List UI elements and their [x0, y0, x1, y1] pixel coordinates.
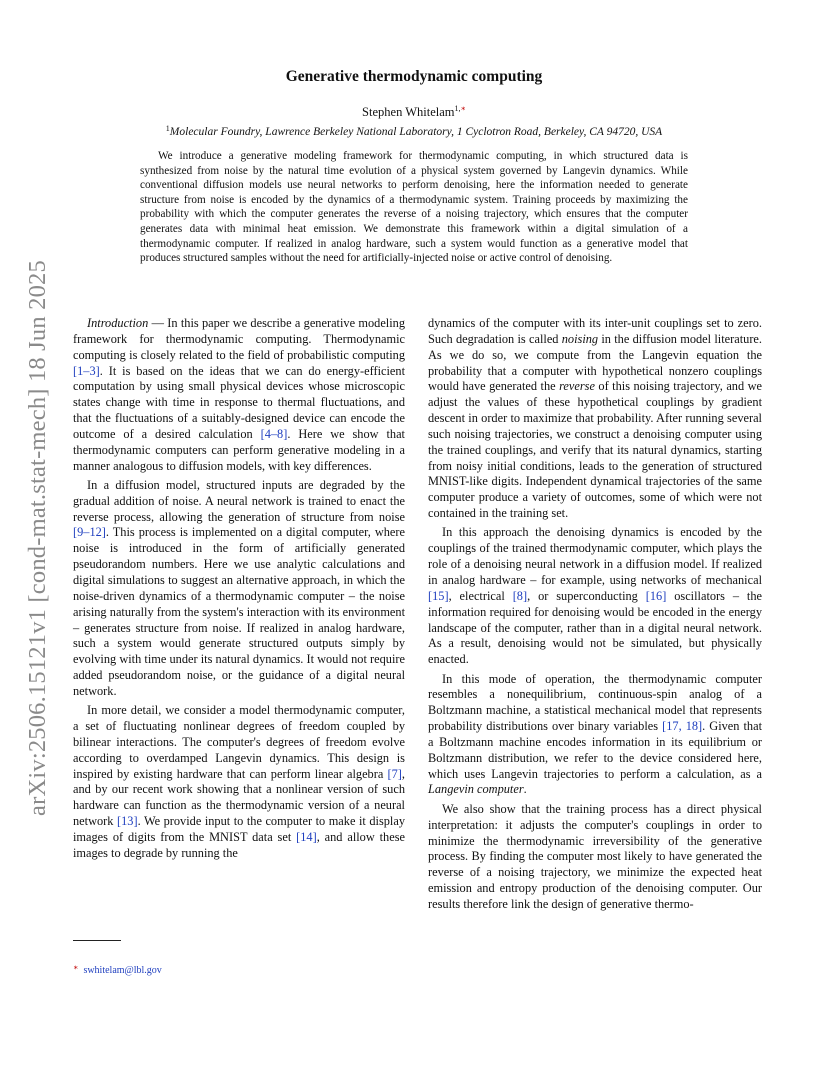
body-text: In a diffusion model, structured inputs are degraded by the gradual addition of noise. A neural network is trained to enact the reverse process, allowing the generation of structure from noise [73, 477, 405, 524]
affiliation-marker: 1 [165, 124, 170, 133]
citation-link[interactable]: [17, 18] [662, 719, 703, 734]
abstract: We introduce a generative modeling framework for thermodynamic computing, in which structured data is synthesized from noise by the natural time evolution of a physical system governed by Langevin dynamics. While conventional diffusion models use neural networks to perform denoising, here the information needed to generate structure from noise is encoded by the dynamics of a thermodynamic system. Training proceeds by maximizing the probability with which the computer generates the reverse of a noising trajectory, which ensures that the computer generates data with minimal heat emission. We demonstrate this framework within a digital simulation of a thermodynamic computer. If realized in analog hardware, such a system would function as a generative model that produces structured samples without the need for artificially-injected noise or active control of denoising. [140, 150, 688, 265]
body-text: . We provide input to the computer to make it display images of digits from the MNIST data set [73, 814, 405, 844]
body-text: . This process is implemented on a digital computer, where noise is introduced in the form of artificially generated pseudorandom numbers. Here we use analytic calculations and digital simulations to suggest an alternative approach, in which the noise-driven dynamics of a thermodynamic computer – the noise arising naturally from the system's interaction with its environment – generates structure from noise. If realized in analog hardware, such a system would generate structured outputs simply by evolving with time under its natural dynamics. It would not require added pseudorandom noise, or the guidance of a digital neural network. [73, 525, 405, 698]
author-line [0, 104, 828, 120]
paragraph-diffusion [73, 478, 405, 700]
author-name: Stephen Whitelam [362, 105, 455, 119]
citation-link[interactable]: [14] [296, 830, 317, 844]
section-lead: Introduction [87, 316, 149, 330]
paragraph-approach [428, 525, 762, 668]
citation-link[interactable]: [16] [645, 588, 667, 603]
body-text: oscillators – the information required for denoising would be encoded in the energy landscape of the computer, rather than in a digital neural network. As a result, denoising would not be simulated, but physically enacted. [428, 588, 763, 667]
paragraph-introduction [73, 316, 405, 474]
body-text: We also show that the training process has a direct physical interpretation: it adjusts the computer's couplings in order to minimize the thermodynamic irreversibility of the generative process. By finding the computer most likely to have generated the reverse of a noising trajectory, we minimize the expected heat emission and entropy production of the denoising computer. Our results therefore link the design of generative thermo- [428, 801, 762, 911]
author-affil-marker: 1, [454, 104, 461, 113]
body-text: , or superconducting [527, 588, 646, 603]
arxiv-identifier: arXiv:2506.15121v1 [cond-mat.stat-mech] 18 Jun 2025 [24, 259, 51, 816]
email-link[interactable]: swhitelam@lbl.gov [83, 965, 162, 976]
author-email-marker[interactable]: ∗ [460, 104, 466, 113]
body-text: . Given that a Boltzmann machine encodes information in its equilibrium or Boltzmann distribution, we refer to the device considered here, which uses Langevin trajectories to perform a calculation, as a [428, 719, 762, 781]
body-text: . Here we show that thermodynamic computers can perform generative modeling in a manner analogous to diffusion models, with key differences. [73, 426, 405, 473]
right-column [428, 316, 762, 916]
body-text: of this noising trajectory, and we adjust the values of these hypothetical couplings by gradient descent in order to maximize that probability. After running several such noising trajectories, we construct a denoising computer using the trained couplings, and verify that its natural dynamics, starting from noisy initial conditions, leads to the generation of structured MNIST-like digits. Independent dynamical trajectories of the same computer produce a variety of outcomes, some of which were not contained in the training set. [428, 379, 762, 521]
paragraph-noising [428, 316, 762, 522]
citation-link[interactable]: [7] [387, 766, 402, 781]
paragraph-training [428, 802, 762, 913]
citation-link[interactable]: [13] [116, 814, 138, 829]
citation-link[interactable]: [8] [512, 588, 528, 603]
paragraph-boltzmann [428, 672, 762, 799]
citation-link[interactable]: [9–12] [73, 525, 106, 540]
body-text: . [523, 782, 527, 797]
footnote-rule [73, 940, 121, 941]
footnote-marker: ∗ [73, 963, 79, 972]
citation-link[interactable]: [4–8] [260, 426, 288, 441]
body-text: in the diffusion model literature. As we do so, we compute from the Langevin equation the probability that a computer with hypothetical nonzero couplings would have generated the [428, 331, 762, 394]
body-text: dynamics of the computer with its inter-unit couplings set to zero. Such degradation is called [428, 316, 762, 346]
body-text: , electrical [448, 588, 513, 603]
citation-link[interactable]: [15] [428, 588, 449, 603]
citation-link[interactable]: [1–3] [73, 363, 100, 378]
body-text: — In this paper we describe a generative modeling framework for thermodynamic computing. Thermodynamic computing is closely related to the field of probabilistic computing [73, 316, 405, 362]
body-text: In this mode of operation, the thermodynamic computer resembles a nonequilibrium, continuous-spin analog of a Boltzmann machine, a statistical mechanical model that represents probability distributions over binary variables [428, 671, 762, 734]
body-text: In more detail, we consider a model thermodynamic computer, a set of fluctuating nonlinear degrees of freedom coupled by bilinear interactions. The computer's degrees of freedom evolve according to overdamped Langevin dynamics. This design is inspired by existing hardware that can perform linear algebra [73, 703, 405, 781]
body-text: , and by our recent work showing that a nonlinear version of such hardware can function as the thermodynamic version of a neural network [73, 766, 405, 829]
body-text: In this approach the denoising dynamics is encoded by the couplings of the trained thermodynamic computer, which plays the role of a denoising neural network in a diffusion model. If realized in analog hardware – for example, using networks of mechanical [428, 525, 762, 587]
footnote [73, 963, 162, 976]
paragraph-detail [73, 703, 405, 861]
affiliation-line [0, 124, 828, 138]
left-column [73, 316, 405, 865]
emphasis-text: reverse [559, 379, 595, 394]
body-text: , and allow these images to degrade by running the [73, 830, 405, 860]
paper-title: Generative thermodynamic computing [285, 68, 543, 85]
arxiv-sidebar-stamp [26, 230, 50, 845]
affiliation-text: Molecular Foundry, Lawrence Berkeley National Laboratory, 1 Cyclotron Road, Berkeley, CA 94720, USA [169, 126, 663, 138]
emphasis-text: noising [561, 331, 599, 346]
emphasis-text: Langevin computer [428, 782, 524, 797]
body-text: . It is based on the ideas that we can do energy-efficient computation by using small physical devices whose microscopic states change with time in response to thermal fluctuations, and that the fluctuations of a suitably-designed device can encode the outcome of a desired calculation [73, 363, 405, 441]
